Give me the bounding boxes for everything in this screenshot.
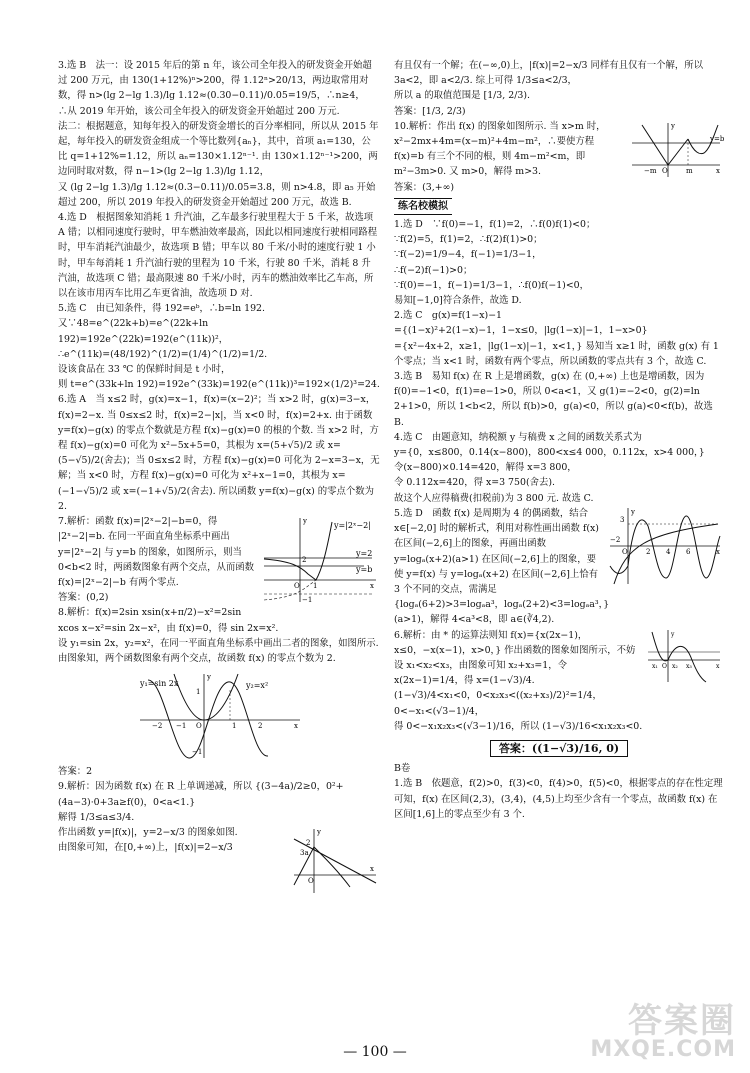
- fig5-tick-p2: 2: [646, 547, 651, 556]
- right-para-3: 答案：[1/3, 2/3): [394, 105, 466, 117]
- left-para-5: 4.选 D 根据图象知消耗 1 升汽油，乙车最多行驶里程大于 5 千米，故选项 A 错；以相同速度行驶时，甲车燃油效率最高，因此以相同速度行驶相同路程时，甲车消耗汽油最少，故选项 B 错；甲车以 80 千米/小时的速度行驶 1 小时，甲车每消耗 1 升汽油行驶的里程为 10 千米，行驶 80 千米，消耗 8 升汽油，故选项 C 错；最高限速 80 千米/小时，丙车的燃油效率比乙车高，所以在该市用丙车比用乙车更省油，故选项 D 对.: [58, 212, 378, 300]
- left-para-15: 设 y₁=sin 2x，y₂=x²，在同一平面直角坐标系中画出二者的图象，如图所示. 由图象知，两个函数图象有两个交点，故函数 f(x) 的零点个数为 2.: [58, 637, 379, 664]
- fig5-y-axis: y: [631, 507, 635, 516]
- fig7-tick-neg1: −1: [302, 596, 313, 605]
- right-para-1: 有且仅有一个解；在(−∞,0)上，|f(x)|=2−x/3 同样有且仅有一个解，所以 3a<2，即 a<2/3. 综上可得 1/3≤a<2/3，: [394, 60, 704, 87]
- graph-figure-7: [260, 514, 380, 606]
- fig7-tick-2: 2: [302, 556, 307, 565]
- graph-figure-10: [628, 119, 724, 179]
- fig6-y-axis: y: [671, 630, 675, 638]
- watermark-logo-text: 答案圈: [628, 1001, 736, 1041]
- right-para-19: 令(x−800)×0.14=420，解得 x=3 800，: [394, 462, 577, 474]
- right-para-23: {logₐ(6+2)>3=logₐa³，logₐ(2+2)<3=logₐa³，}: [394, 599, 610, 611]
- graph-figure-8: [134, 670, 304, 760]
- fig8-origin: O: [196, 722, 202, 731]
- section-heading-b: 答案：((1−√3)/16, 0): [490, 740, 628, 757]
- right-para-31: 1.选 B 依题意，f(2)>0，f(3)<0，f(4)>0，f(5)<0，根据零点的存在性定理可知，f(x) 在区间(2,3)，(3,4)，(4,5)上均至少含有一个零点，故函数 f(x) 在区间[1,6]上的零点至少有 3 个.: [394, 778, 723, 820]
- fig9-3a-label: 3a: [300, 848, 309, 857]
- right-para-16: 3.选 B 易知 f(x) 在 R 上是增函数，g(x) 在 (0,+∞) 上也是增函数，因为 f(0)=−1<0，f(1)=e−1>0，所以 0<a<1，又 g(1)=−2<0，g(2)=ln 2+1>0，所以 1<b<2，所以 f(b)>0，g(a)<0，所以 g(a)<0<f(b)，故选 B.: [394, 371, 713, 428]
- fig8-y-axis: y: [207, 673, 211, 682]
- graph-figure-6: [644, 628, 724, 684]
- left-para-16: 答案：2: [58, 766, 93, 778]
- fig8-tick-t1: 1: [196, 688, 201, 697]
- right-para-10: ∴f(−2)f(−1)>0；: [394, 264, 473, 276]
- fig6-x-axis: x: [716, 662, 720, 670]
- right-para-18: y={0，x≤800，0.14(x−800)，800<x≤4 000，0.112x，x>4 000，}: [394, 447, 705, 459]
- fig7-origin: O: [294, 582, 300, 591]
- fig9-tick-2: 2: [306, 838, 311, 847]
- left-para-6: 5.选 C 由已知条件，得 192=eᵇ，∴b=ln 192.: [58, 303, 265, 315]
- left-para-18: 解得 1/3≤a≤3/4.: [58, 811, 135, 823]
- left-para-14: 8.解析：f(x)=2sin xsin(x+π/2)−x²=2sin xcos x−x²=sin 2x−x²，由 f(x)=0，得 sin 2x=x².: [58, 607, 279, 634]
- left-para-7: 又∵48=e^(22k+b)=e^(22k+ln 192)=192e^(22k)=192(e^(11k))²，: [58, 318, 229, 345]
- right-para-26: (1−√3)/4<x₁<0，0<x₂x₃<((x₂+x₃)/2)²=1/4，: [394, 690, 602, 702]
- fig10-origin: O: [662, 166, 668, 175]
- fig9-x-axis: x: [370, 864, 374, 873]
- right-para-24: (a>1)，解得 4<a³<8，即 a∈(∛4,2).: [394, 614, 555, 626]
- fig10-b-label: y=b: [710, 134, 724, 143]
- right-para-14: ={(1−x)²+2(1−x)−1，1−x≤0，|lg(1−x)|−1，1−x>0}: [394, 325, 648, 337]
- fig7-line-b-label: y=b: [356, 565, 373, 575]
- watermark: [590, 1003, 736, 1061]
- left-para-11: 6.选 A 当 x≤2 时，g(x)=x−1，f(x)=(x−2)²；当 x>2 时，g(x)=3−x，f(x)=2−x. 当 0≤x≤2 时，f(x)=2−|x|，当 x<0 时，f(x)=2+x. 由于函数 y=f(x)−g(x) 的零点个数就是方程 f(x)−g(x)=0 的根的个数. 当 x>2 时，方程 f(x)−g(x)=0 可化为 x²−5x+5=0，其根为 x=(5+√5)/2 或 x=(5−√5)/2(舍去)；当 0≤x≤2 时，方程 f(x)−g(x)=0 可化为 2−x=3−x，无解；当 x<0 时，方程 f(x)−g(x)=0 可化为 x²+x−1=0，其根为 x=(−1−√5)/2 或 x=(−1+√5)/2(舍去). 所以函数 y=f(x)−g(x) 的零点个数为 2.: [58, 394, 380, 512]
- left-para-9: 设该食品在 33 ℃ 的保鲜时间是 t 小时，: [58, 364, 231, 376]
- left-para-19: 作出函数 y=|f(x)|，y=2−x/3 的图象如图.: [58, 826, 238, 838]
- left-para-8: ∴e^(11k)=(48/192)^(1/2)=(1/4)^(1/2)=1/2.: [58, 348, 268, 360]
- left-para-17: 9.解析：因为函数 f(x) 在 R 上单调递减，所以 {(3−4a)/2≥0，0²+(4a−3)·0+3a≥f(0)，0<a<1.}: [58, 781, 344, 808]
- right-para-27: 0<−x₁<(√3−1)/4，: [394, 705, 485, 717]
- fig7-tick-1: 1: [313, 582, 318, 591]
- fig9-y-axis: y: [317, 827, 321, 836]
- fig8-x-axis: x: [294, 722, 298, 731]
- left-column: [58, 58, 380, 897]
- fig8-tick-m1: −1: [176, 722, 187, 731]
- fig6-origin: O: [662, 662, 667, 670]
- right-para-5: 答案：(3,+∞): [394, 181, 455, 193]
- graph-figure-9: [290, 825, 380, 895]
- fig8-y1-label: y₁=sin 2x: [140, 679, 179, 689]
- fig8-tick-m2: −2: [152, 722, 163, 731]
- graph-figure-5: [606, 506, 724, 586]
- right-para-22: 5.选 D 函数 f(x) 是周期为 4 的偶函数，结合 x∈[−2,0] 时的解析式，利用对称性画出函数 f(x) 在区间(−2,6]上的图象，再画出函数 y=logₐ(x+2)(a>1) 在区间(−2,6]上的图象，要使 y=f(x) 与 y=logₐ(x+2) 在区间(−2,6]上恰有 3 个不同的交点，需满足: [394, 507, 599, 595]
- left-para-3: 法二：根据题意，知每年投入的研发资金增长的百分率相同，所以从 2015 年起，每年投入的研发资金组成一个等比数列{aₙ}，其中，首项 a₁=130，公比 q=1+12%=1.12，所以 aₙ=130×1.12ⁿ⁻¹. 由 130×1.12ⁿ⁻¹>200，两边同时取对数，得 n−1>(lg 2−lg 1.3)/lg 1.12，: [58, 120, 379, 178]
- left-para-2: ∴从 2019 年开始，该公司全年投入的研发资金开始超过 200 万元.: [58, 105, 340, 117]
- left-para-13: 答案：(0,2): [58, 592, 109, 604]
- fig10-m-tick: m: [686, 166, 693, 175]
- fig7-line-top-label: y=2: [356, 549, 373, 559]
- left-para-10: 则 t=e^(33k+ln 192)=192e^(33k)=192(e^(11k))³=192×(1/2)³=24.: [58, 379, 380, 391]
- right-para-30: B卷: [394, 763, 411, 775]
- fig5-x-axis: x: [716, 547, 720, 556]
- right-para-11: ∵f(0)=−1，f(−1)=1/3−1，∴f(0)f(−1)<0，: [394, 279, 590, 291]
- fig5-tick-m2: −2: [610, 535, 621, 544]
- fig8-tick-p2: 2: [258, 722, 263, 731]
- page-number: — 100 —: [343, 1044, 407, 1060]
- right-para-17: 4.选 C 由题意知，纳税额 y 与稿费 x 之间的函数关系式为: [394, 431, 642, 443]
- watermark-url: MXQE.COM: [590, 1037, 736, 1062]
- right-para-15: ={x²−4x+2，x≥1，|lg(1−x)|−1，x<1，} 易知当 x≥1 时，函数 g(x) 有 1 个零点；当 x<1 时，函数有两个零点，所以函数的零点共有 3 个，故选 C.: [394, 340, 719, 367]
- fig5-tick-p6: 6: [686, 547, 691, 556]
- right-para-12: 易知[−1,0]符合条件，故选 D.: [394, 295, 522, 307]
- fig7-x-axis: x: [370, 582, 374, 591]
- fig5-origin: O: [622, 547, 628, 556]
- right-para-2: 所以 a 的取值范围是 [1/3, 2/3).: [394, 90, 530, 102]
- section-heading-mock: 练名校模拟: [394, 198, 452, 215]
- left-para-1: 3.选 B 法一：设 2015 年后的第 n 年，该公司全年投入的研发资金开始超过 200 万元，由 130(1+12%)ⁿ>200，得 1.12ⁿ>20/13，两边取常用对数，得 n>(lg 2−lg 1.3)/lg 1.12≈(0.30−0.11)/0.05=19/5，∴n≥4，: [58, 60, 372, 102]
- right-para-13: 2.选 C g(x)=f(1−x)−1: [394, 310, 503, 322]
- fig10-mneg-tick: −m: [644, 166, 657, 175]
- right-column: [394, 58, 724, 822]
- right-para-28: 得 0<−x₁x₂x₃<(√3−1)/16，所以 (1−√3)/16<x₁x₂x₃<0.: [394, 720, 643, 732]
- left-para-20: 由图象可知，在[0,+∞)上，|f(x)|=2−x/3: [58, 842, 233, 854]
- right-para-4: 10.解析：作出 f(x) 的图象如图所示. 当 x>m 时，x²−2mx+4m=(x−m)²+4m−m²，∴要使方程 f(x)=b 有三个不同的根，则 4m−m²<m，即 m²−3m>0. 又 m>0，解得 m>3.: [394, 120, 606, 178]
- fig7-curve-label: y=|2ˣ−2|: [334, 521, 371, 531]
- left-para-12: 7.解析：函数 f(x)=|2ˣ−2|−b=0，得 |2ˣ−2|=b. 在同一平面直角坐标系中画出 y=|2ˣ−2| 与 y=b 的图象，如图所示，则当 0<b<2 时，两函数图象有两个交点，从而函数 f(x)=|2ˣ−2|−b 有两个零点.: [58, 516, 254, 588]
- left-para-4: 又 (lg 2−lg 1.3)/lg 1.12≈(0.3−0.11)/0.05=3.8，则 n>4.8，即 a₅ 开始超过 200，所以 2019 年投入的研发资金开始超过 200 万元，故选 B.: [58, 181, 376, 208]
- fig5-tick-3: 3: [620, 515, 625, 524]
- right-para-25: 6.解析：由 * 的运算法则知 f(x)={x(2x−1)，x≤0，−x(x−1)，x>0，} 作出函数的图象如图所示，不妨设 x₁<x₂<x₃，由图象可知 x₂+x₃=1，令 x(2x−1)=1/4，得 x=(1−√3)/4.: [394, 629, 636, 687]
- right-para-20: 令 0.112x=420，得 x=3 750(舍去).: [394, 477, 555, 489]
- fig6-x2: x₂: [672, 662, 678, 670]
- fig6-x3: x₃: [686, 662, 692, 670]
- right-para-8: ∵f(2)=5，f(1)=2，∴f(2)f(1)>0；: [394, 234, 543, 246]
- right-para-7: 1.选 D ∵f(0)=−1，f(1)=2，∴f(0)f(1)<0；: [394, 219, 596, 231]
- fig8-y2-label: y₂=x²: [246, 681, 269, 691]
- right-para-21: 故这个人应得稿费(扣税前)为 3 800 元. 故选 C.: [394, 492, 594, 504]
- fig9-origin: O: [308, 876, 314, 885]
- fig10-y-axis: y: [671, 121, 675, 130]
- fig5-tick-p4: 4: [666, 547, 671, 556]
- fig8-tick-tm1: −1: [192, 748, 203, 757]
- fig7-y-axis: y: [303, 517, 307, 526]
- right-para-9: ∵f(−2)=1/9−4，f(−1)=1/3−1，: [394, 249, 542, 261]
- fig10-x-axis: x: [716, 166, 720, 175]
- fig6-x1: x₁: [652, 662, 658, 670]
- fig8-tick-p1: 1: [232, 722, 237, 731]
